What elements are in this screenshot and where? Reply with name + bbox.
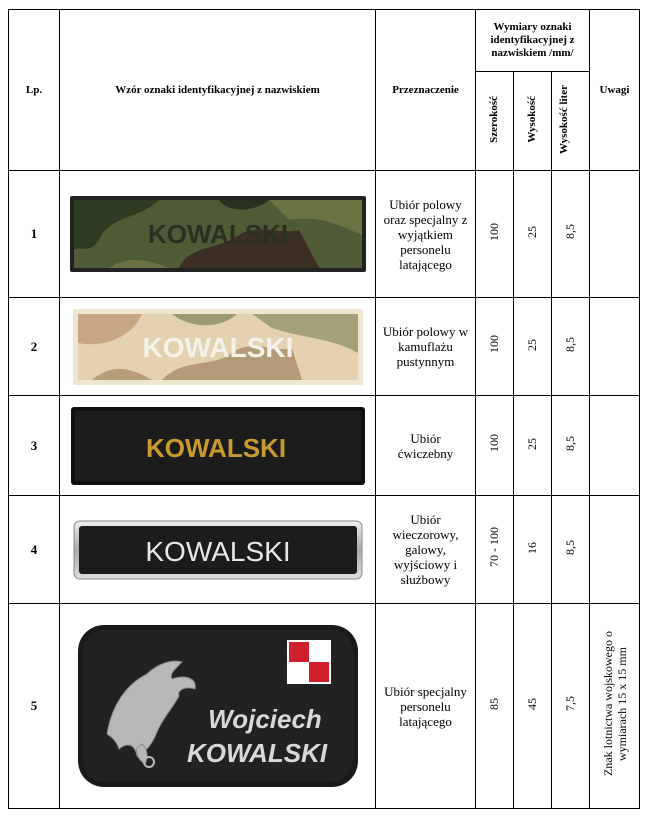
remarks-cell [590, 396, 640, 496]
purpose-cell: Ubiór wieczorowy, galowy, wyjściowy i służbowy [376, 496, 476, 604]
patch-cell [60, 604, 376, 809]
remarks-cell: Znak lotnictwa wojskowego o wymiarach 15 x 15 mm [590, 604, 640, 809]
header-wymiary: Wymiary oznaki identyfikacyjnej z nazwiskiem /mm/ [476, 10, 590, 72]
remarks-cell [590, 171, 640, 298]
purpose-cell: Ubiór polowy oraz specjalny z wyjątkiem personelu latającego [376, 171, 476, 298]
header-wysokosc: Wysokość [514, 72, 552, 171]
letter-height-cell: 8,5 [552, 496, 590, 604]
patch-cell [60, 496, 376, 604]
table-row [9, 604, 640, 809]
svg-text:KOWALSKI: KOWALSKI [145, 432, 286, 463]
svg-text:KOWALSKI: KOWALSKI [186, 738, 327, 768]
header-lp: Lp. [9, 10, 60, 171]
black-gold-name-patch [70, 406, 366, 486]
patch-cell [60, 171, 376, 298]
purpose-cell: Ubiór polowy w kamuflażu pustynnym [376, 298, 476, 396]
letter-height-cell: 8,5 [552, 298, 590, 396]
svg-text:Wojciech: Wojciech [207, 704, 322, 734]
svg-text:KOWALSKI: KOWALSKI [147, 219, 288, 249]
woodland-camo-name-patch [69, 195, 367, 273]
header-wzor: Wzór oznaki identyfikacyjnej z nazwiskiem [60, 10, 376, 171]
patch-cell [60, 298, 376, 396]
polish-air-force-checkerboard-icon [287, 640, 331, 684]
height-cell: 16 [514, 496, 552, 604]
row-number: 4 [9, 496, 60, 604]
height-cell: 45 [514, 604, 552, 809]
letter-height-cell: 7,5 [552, 604, 590, 809]
table-row [9, 298, 640, 396]
width-cell: 70 - 100 [476, 496, 514, 604]
width-cell: 100 [476, 298, 514, 396]
svg-text:KOWALSKI: KOWALSKI [144, 535, 291, 567]
table-row [9, 496, 640, 604]
patch-cell [60, 396, 376, 496]
purpose-cell: Ubiór ćwiczebny [376, 396, 476, 496]
height-cell: 25 [514, 171, 552, 298]
row-number: 5 [9, 604, 60, 809]
row-number: 1 [9, 171, 60, 298]
height-cell: 25 [514, 396, 552, 496]
table-row [9, 396, 640, 496]
remarks-cell [590, 496, 640, 604]
header-przeznaczenie: Przeznaczenie [376, 10, 476, 171]
desert-camo-name-patch [72, 308, 364, 386]
letter-height-cell: 8,5 [552, 396, 590, 496]
pilot-name-patch [77, 624, 359, 788]
row-number: 2 [9, 298, 60, 396]
header-wysokosc-liter: Wysokość liter [552, 72, 590, 171]
svg-text:KOWALSKI: KOWALSKI [142, 331, 293, 363]
width-cell: 100 [476, 396, 514, 496]
badge-specification-table [8, 9, 640, 809]
header-szerokosc: Szerokość [476, 72, 514, 171]
letter-height-cell: 8,5 [552, 171, 590, 298]
header-uwagi: Uwagi [590, 10, 640, 171]
table-row [9, 171, 640, 298]
silver-framed-name-plate [73, 520, 363, 580]
width-cell: 100 [476, 171, 514, 298]
remarks-cell [590, 298, 640, 396]
purpose-cell: Ubiór specjalny personelu latającego [376, 604, 476, 809]
row-number: 3 [9, 396, 60, 496]
height-cell: 25 [514, 298, 552, 396]
width-cell: 85 [476, 604, 514, 809]
